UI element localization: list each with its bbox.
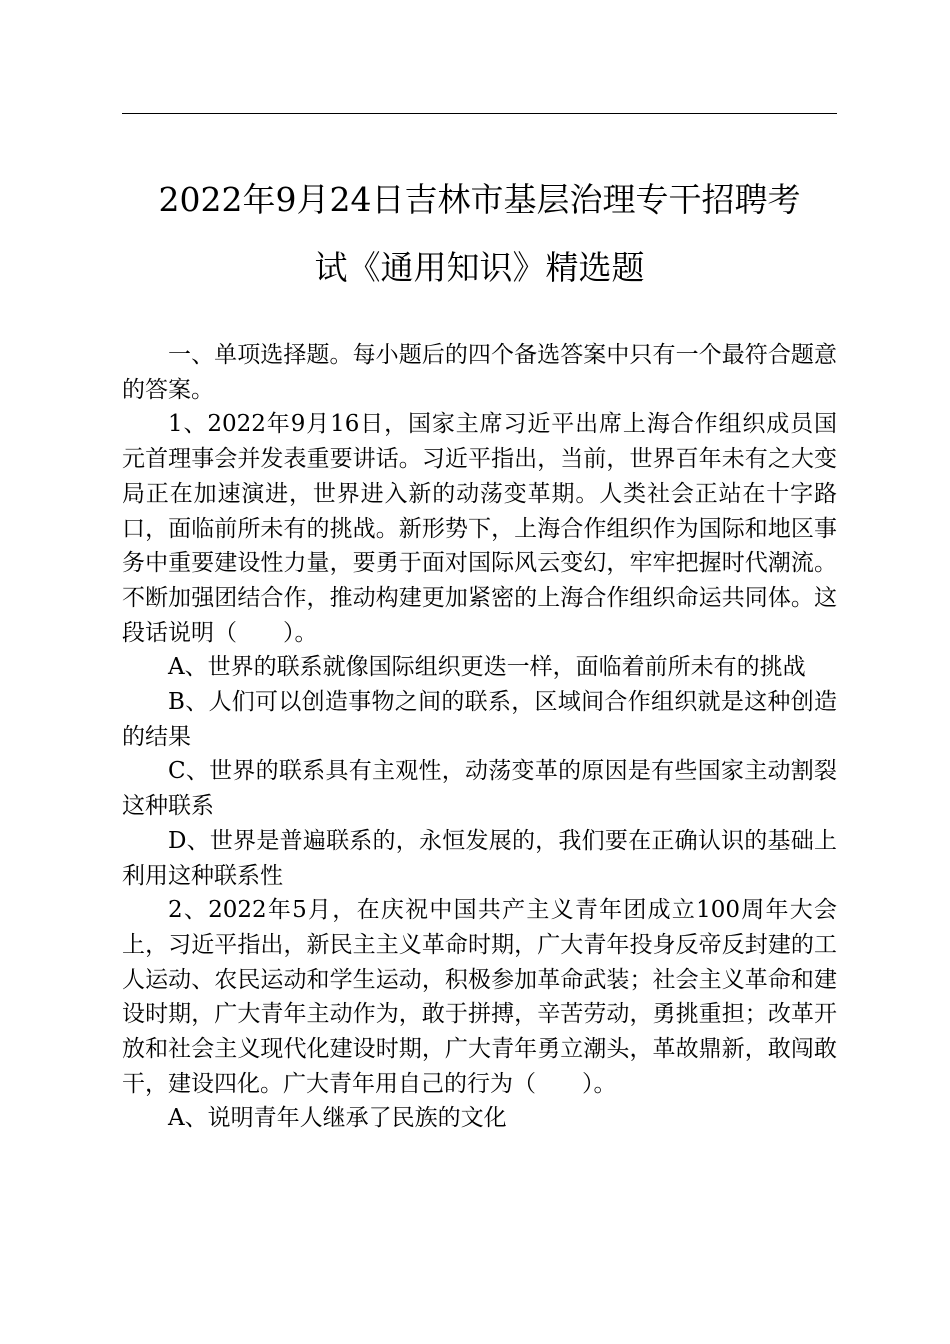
- question-1-option-b: B、人们可以创造事物之间的联系，区域间合作组织就是这种创造的结果: [122, 689, 837, 750]
- document-body: [122, 338, 837, 1136]
- question-1-stem: 1、2022年9月16日，国家主席习近平出席上海合作组织成员国元首理事会并发表重要讲话。习近平指出，当前，世界百年未有之大变局正在加速演进，世界进入新的动荡变革期。人类社会正站在十字路口，面临前所未有的挑战。新形势下，上海合作组织作为国际和地区事务中重要建设性力量，要勇于面对国际风云变幻，牢牢把握时代潮流。不断加强团结合作，推动构建更加紧密的上海合作组织命运共同体。这段话说明（ ）。: [122, 411, 837, 646]
- header-rule: [122, 113, 837, 114]
- document-title-line-2: 试《通用知识》精选题: [314, 248, 645, 287]
- section-heading: 一、单项选择题。每小题后的四个备选答案中只有一个最符合题意的答案。: [122, 342, 837, 403]
- question-1-option-c: C、世界的联系具有主观性，动荡变革的原因是有些国家主动割裂这种联系: [122, 758, 837, 820]
- question-1-option-a: A、世界的联系就像国际组织更迭一样，面临着前所未有的挑战: [168, 654, 806, 681]
- question-2-stem: 2、2022年5月，在庆祝中国共产主义青年团成立100周年大会上，习近平指出，新民主主义革命时期，广大青年投身反帝反封建的工人运动、农民运动和学生运动，积极参加革命武装；社会主义革命和建设时期，广大青年主动作为，敢于拼搏，辛苦劳动，勇挑重担；改革开放和社会主义现代化建设时期，广大青年勇立潮头，革故鼎新，敢闯敢干，建设四化。广大青年用自己的行为（ ）。: [122, 897, 837, 1097]
- document-title-line-1: 2022年9月24日吉林市基层治理专干招聘考: [158, 180, 801, 219]
- question-2-option-a: A、说明青年人继承了民族的文化: [168, 1105, 507, 1132]
- question-1-option-d: D、世界是普遍联系的，永恒发展的，我们要在正确认识的基础上利用这种联系性: [122, 827, 837, 889]
